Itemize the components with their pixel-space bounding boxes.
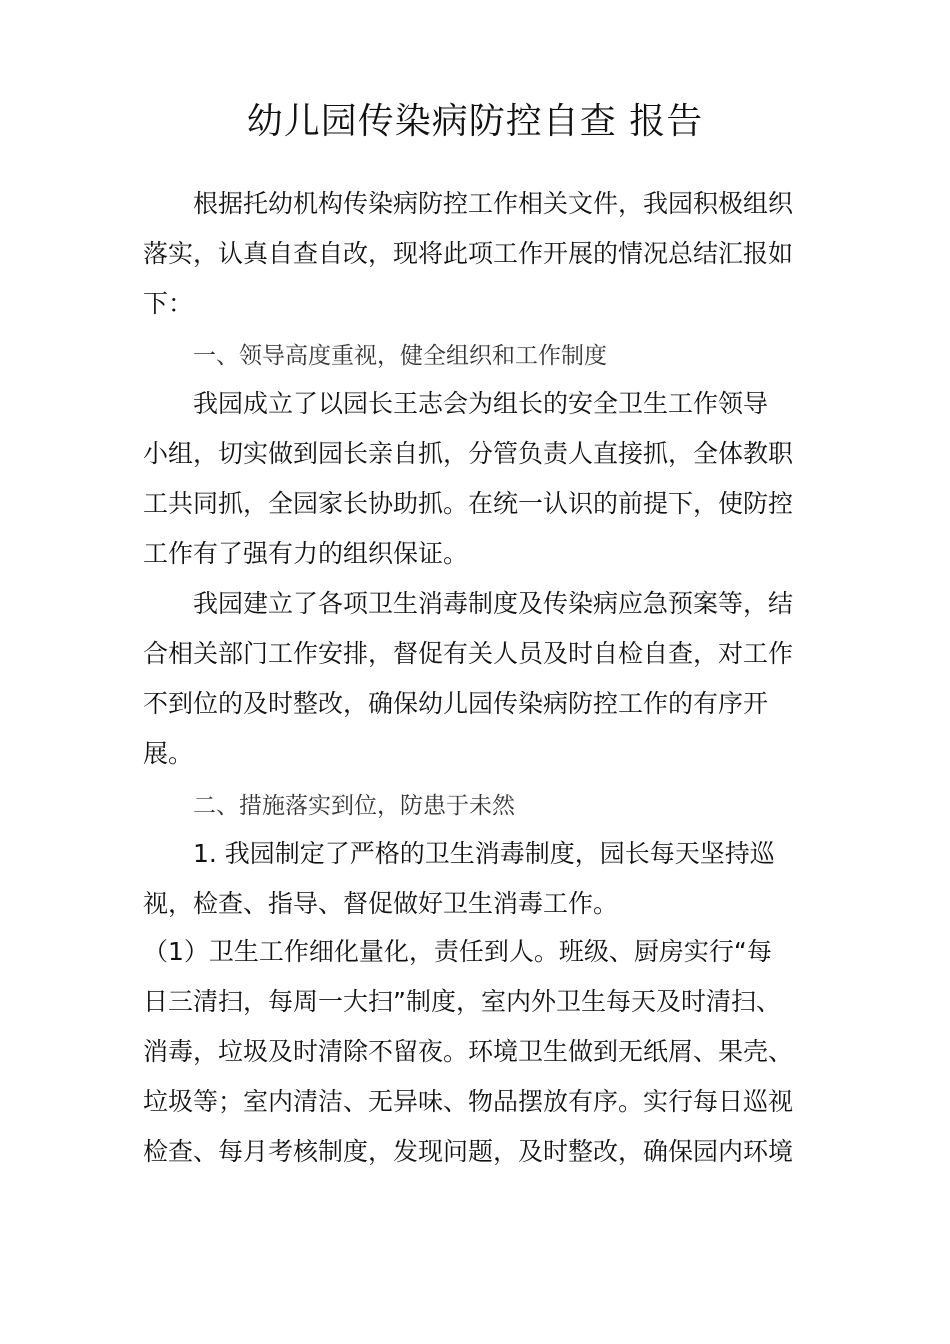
paragraph-line: 日三清扫，每周一大扫”制度，室内外卫生每天及时清扫、 bbox=[143, 987, 781, 1016]
section-heading: 一、领导高度重视，健全组织和工作制度 bbox=[193, 343, 607, 369]
paragraph-line: 消毒，垃圾及时清除不留夜。环境卫生做到无纸屑、果壳、 bbox=[143, 1037, 794, 1066]
paragraph-line: 我园成立了以园长王志会为组长的安全卫生工作领导 bbox=[193, 389, 769, 418]
paragraph-line: 工作有了强有力的组织保证。 bbox=[143, 539, 469, 568]
paragraph-line: 展。 bbox=[143, 739, 194, 768]
paragraph-line: 工共同抓，全园家长协助抓。在统一认识的前提下，使防控 bbox=[143, 489, 794, 518]
paragraph-line: 落实，认真自查自改，现将此项工作开展的情况总结汇报如 bbox=[143, 239, 794, 268]
paragraph-line: 不到位的及时整改，确保幼儿园传染病防控工作的有序开 bbox=[143, 689, 769, 718]
paragraph-line: 检查、每月考核制度，发现问题，及时整改，确保园内环境 bbox=[143, 1137, 794, 1166]
paragraph-line: 我园建立了各项卫生消毒制度及传染病应急预案等，结 bbox=[193, 589, 794, 618]
document-title: 幼儿园传染病防控自查 报告 bbox=[246, 101, 704, 142]
paragraph-line: 根据托幼机构传染病防控工作相关文件，我园积极组织 bbox=[193, 189, 794, 218]
section-heading: 二、措施落实到位，防患于未然 bbox=[193, 793, 515, 819]
paragraph-line: 下： bbox=[143, 289, 194, 318]
paragraph-line: 视，检查、指导、督促做好卫生消毒工作。 bbox=[143, 889, 619, 918]
paragraph-line: 垃圾等；室内清洁、无异味、物品摆放有序。实行每日巡视 bbox=[143, 1087, 794, 1116]
paragraph-line: 合相关部门工作安排，督促有关人员及时自检自查，对工作 bbox=[143, 639, 794, 668]
paragraph-line: 1. 我园制定了严格的卫生消毒制度，园长每天坚持巡 bbox=[193, 839, 775, 868]
paragraph-line: （1）卫生工作细化量化，责任到人。班级、厨房实行“每 bbox=[143, 937, 772, 966]
paragraph-line: 小组，切实做到园长亲自抓，分管负责人直接抓，全体教职 bbox=[143, 439, 794, 468]
